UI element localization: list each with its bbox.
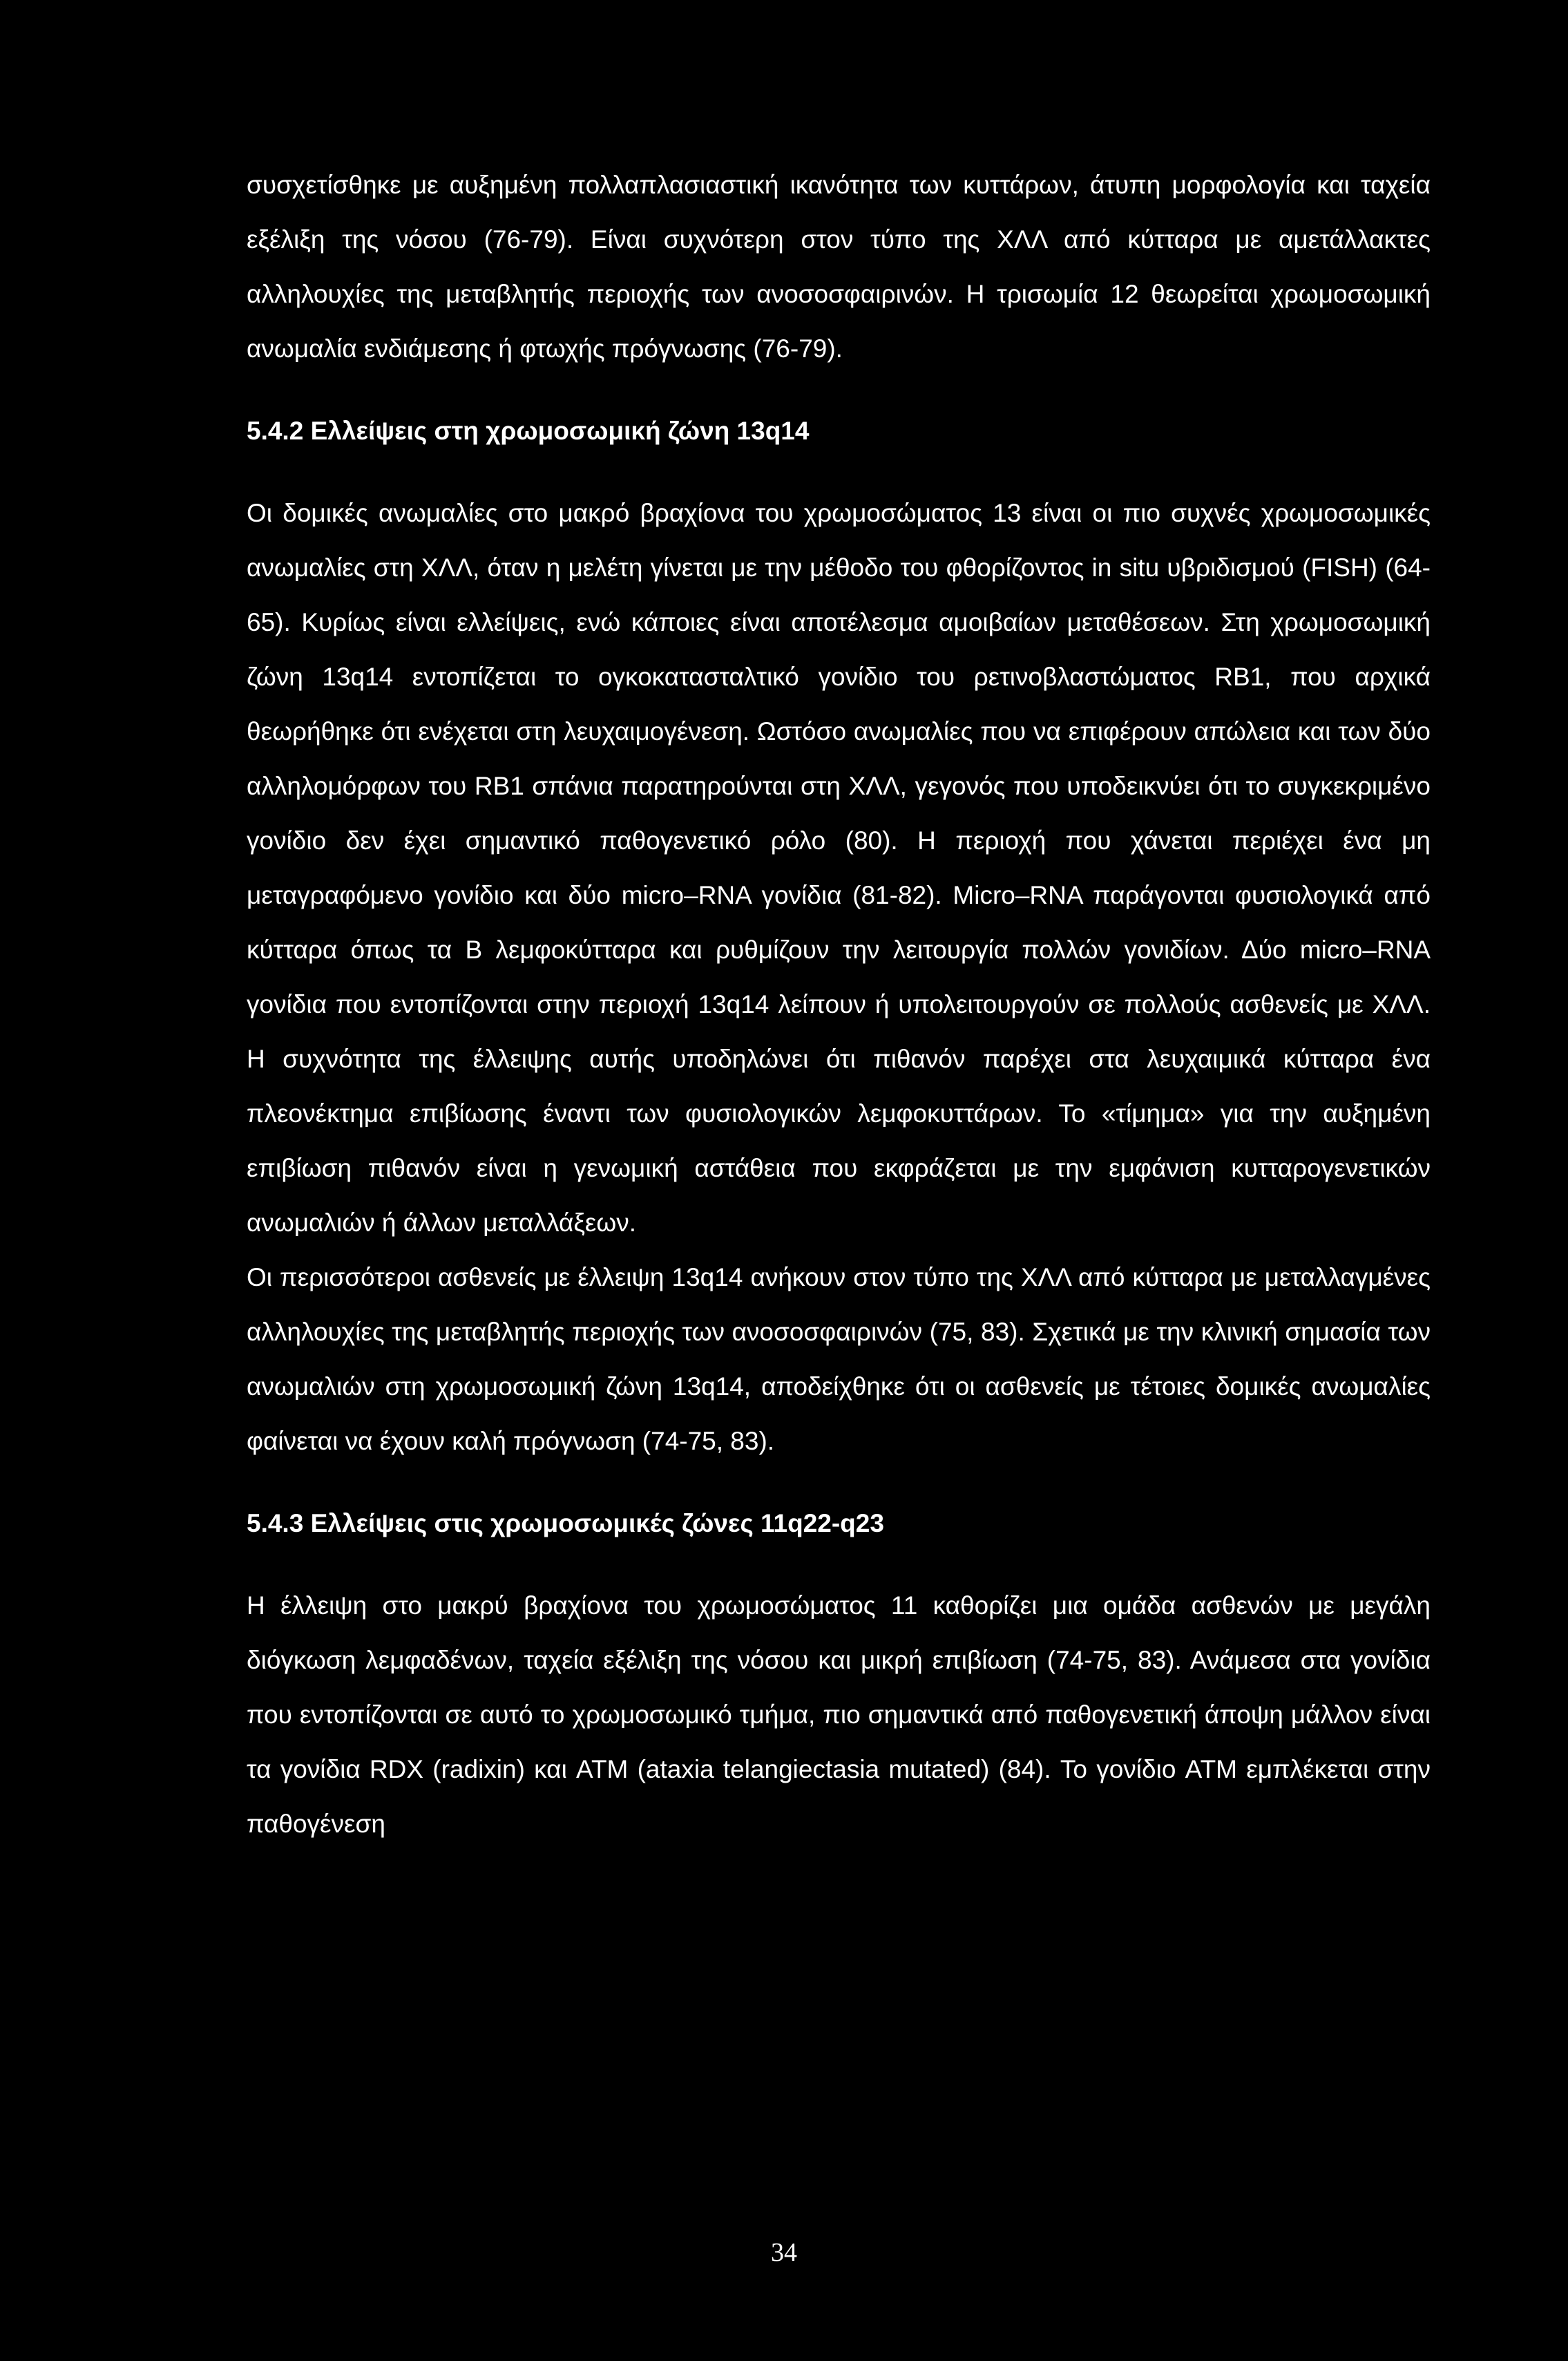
section-heading-11q22-q23: 5.4.3 Ελλείψεις στις χρωμοσωμικές ζώνες 11q22-q23 xyxy=(247,1509,884,1537)
paragraph-intro: συσχετίσθηκε με αυξημένη πολλαπλασιαστική ικανότητα των κυττάρων, άτυπη μορφολογία και ταχεία εξέλιξη της νόσου (76-79). Είναι συχνότερη στον τύπο της ΧΛΛ από κύτταρα με αμετάλλακτες αλληλουχίες της μεταβλητής περιοχής των ανοσοσφαιρινών. Η τρισωμία 12 θεωρείται χρωμοσωμική ανωμαλία ενδιάμεσης ή φτωχής πρόγνωσης (76-79). xyxy=(247,171,1431,363)
section-heading-13q14: 5.4.2 Ελλείψεις στη χρωμοσωμική ζώνη 13q14 xyxy=(247,417,810,445)
paragraph-11q-deletion: Η έλλειψη στο μακρύ βραχίονα του χρωμοσώματος 11 καθορίζει μια ομάδα ασθενών με μεγάλη διόγκωση λεμφαδένων, ταχεία εξέλιξη της νόσου και μικρή επιβίωση (74-75, 83). Ανάμεσα στα γονίδια που εντοπίζονται σε αυτό το χρωμοσωμικό τμήμα, πιο σημαντικά από παθογενετική άποψη μάλλον είναι τα γονίδια RDX (radixin) και ATM (ataxia telangiectasia mutated) (84). Το γονίδιο ATM εμπλέκεται στην παθογένεση xyxy=(247,1591,1431,1838)
page-number: 34 xyxy=(771,2238,797,2267)
paragraph-13q14-main: Οι δομικές ανωμαλίες στο μακρό βραχίονα του χρωμοσώματος 13 είναι οι πιο συχνές χρωμοσωμικές ανωμαλίες στη ΧΛΛ, όταν η μελέτη γίνεται με την μέθοδο του φθορίζοντος in situ υβριδισμού (FISH) (64-65). Κυρίως είναι ελλείψεις, ενώ κάποιες είναι αποτέλεσμα αμοιβαίων μεταθέσεων. Στη χρωμοσωμική ζώνη 13q14 εντοπίζεται το ογκοκατασταλτικό γονίδιο του ρετινοβλαστώματος RB1, που αρχικά θεωρήθηκε ότι ενέχεται στη λευχαιμογένεση. Ωστόσο ανωμαλίες που να επιφέρουν απώλεια και των δύο αλληλομόρφων του RB1 σπάνια παρατηρούνται στη ΧΛΛ, γεγονός που υποδεικνύει ότι το συγκεκριμένο γονίδιο δεν έχει σημαντικό παθογενετικό ρόλο (80). Η περιοχή που χάνεται περιέχει ένα μη μεταγραφόμενο γονίδιο και δύο micro–RNA γονίδια (81-82). Micro–RNA παράγονται φυσιολογικά από κύτταρα όπως τα Β λεμφοκύτταρα και ρυθμίζουν την λειτουργία πολλών γονιδίων. Δύο micro–RNA γονίδια που εντοπίζονται στην περιοχή 13q14 λείπουν ή υπολειτουργούν σε πολλούς ασθενείς με ΧΛΛ. Η συχνότητα της έλλειψης αυτής υποδηλώνει ότι πιθανόν παρέχει στα λευχαιμικά κύτταρα ένα πλεονέκτημα επιβίωσης έναντι των φυσιολογικών λεμφοκυττάρων. Το «τίμημα» για την αυξημένη επιβίωση πιθανόν είναι η γενωμική αστάθεια που εκφράζεται με την εμφάνιση κυτταρογενετικών ανωμαλιών ή άλλων μεταλλάξεων. xyxy=(247,499,1431,1237)
paragraph-13q14-prognosis: Οι περισσότεροι ασθενείς με έλλειψη 13q14 ανήκουν στον τύπο της ΧΛΛ από κύτταρα με μεταλλαγμένες αλληλουχίες της μεταβλητής περιοχής των ανοσοσφαιρινών (75, 83). Σχετικά με την κλινική σημασία των ανωμαλιών στη χρωμοσωμική ζώνη 13q14, αποδείχθηκε ότι οι ασθενείς με τέτοιες δομικές ανωμαλίες φαίνεται να έχουν καλή πρόγνωση (74-75, 83). xyxy=(247,1263,1431,1455)
document-body xyxy=(247,158,1431,1851)
